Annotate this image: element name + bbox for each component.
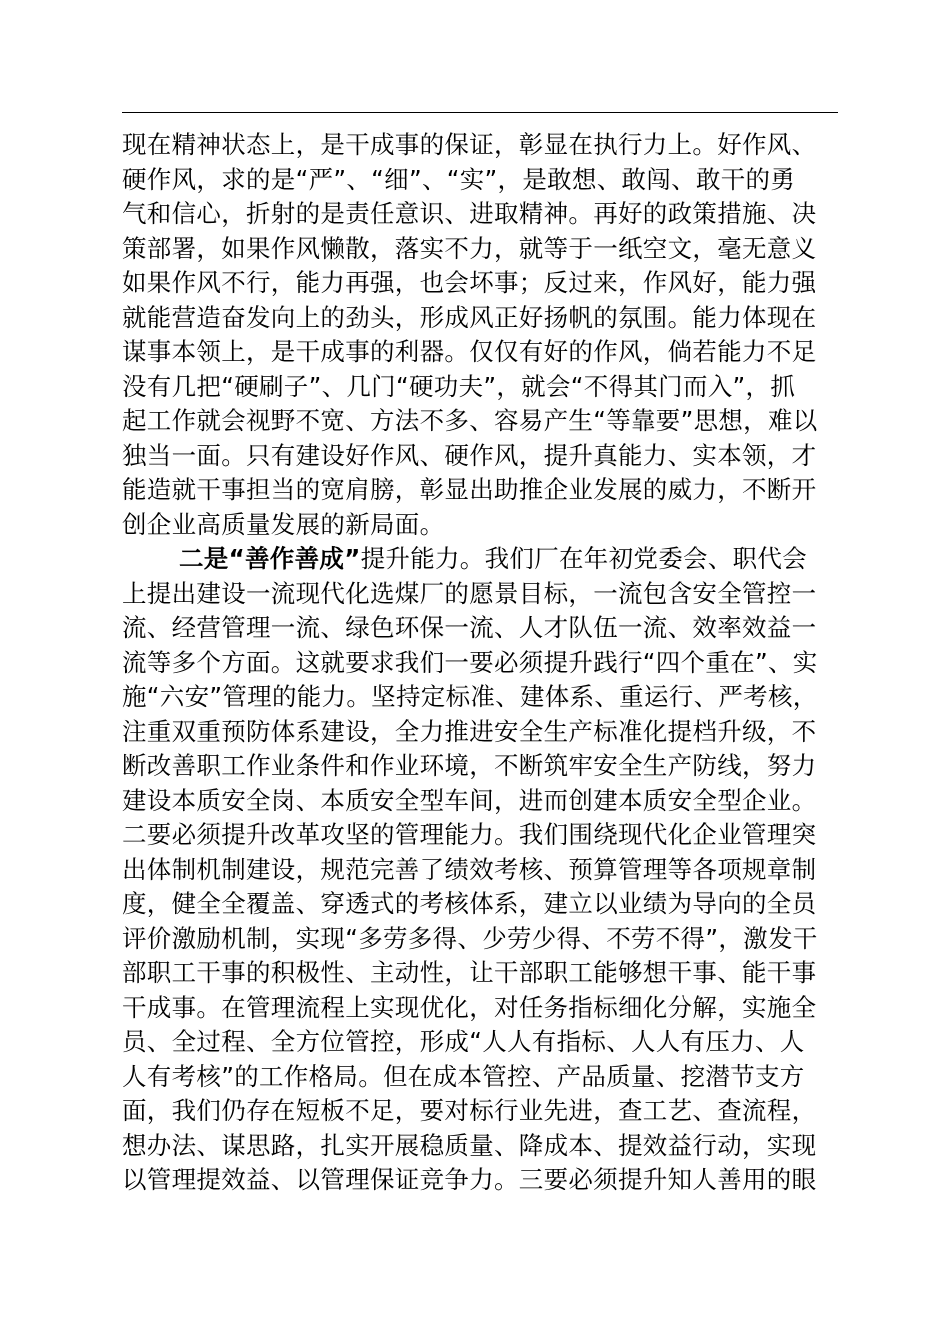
text-line: 策部署，如果作风懒散，落实不力，就等于一纸空文，毫无意义 (122, 233, 817, 263)
text-line: 建设本质安全岗、本质安全型车间，进而创建本质安全型企业。 (122, 785, 817, 815)
text-line: 就能营造奋发向上的劲头，形成风正好扬帆的氛围。能力体现在 (122, 302, 817, 332)
text-line: 如果作风不行，能力再强，也会坏事；反过来，作风好，能力强 (122, 268, 817, 297)
paragraph-two-first-rest: 提升能力。我们厂在年初党委会、职代会 (360, 544, 808, 573)
document-body (122, 128, 842, 1198)
text-line: 上提出建设一流现代化选煤厂的愿景目标，一流包含安全管控一 (122, 578, 817, 608)
text-line: 硬作风，求的是“严”、“细”、“实”，是敢想、敢闯、敢干的勇 (122, 164, 796, 194)
text-line: 创企业高质量发展的新局面。 (122, 509, 445, 539)
text-line: 人有考核”的工作格局。但在成本管控、产品质量、挖潜节支方 (122, 1061, 805, 1091)
text-line: 独当一面。只有建设好作风、硬作风，提升真能力、实本领，才 (122, 440, 817, 470)
text-line: 能造就干事担当的宽肩膀，彰显出助推企业发展的威力，不断开 (122, 475, 817, 504)
text-line: 员、全过程、全方位管控，形成“人人有指标、人人有压力、人 (122, 1027, 805, 1056)
text-line: 度，健全全覆盖、穿透式的考核体系，建立以业绩为导向的全员 (122, 889, 817, 918)
text-line: 气和信心，折射的是责任意识、进取精神。再好的政策措施、决 (122, 199, 817, 228)
text-line: 注重双重预防体系建设，全力推进安全生产标准化提档升级，不 (122, 716, 817, 746)
text-line: 二要必须提升改革攻坚的管理能力。我们围绕现代化企业管理突 (122, 820, 817, 849)
header-rule (122, 112, 838, 113)
text-line: 面，我们仍存在短板不足，要对标行业先进，查工艺、查流程， (122, 1096, 817, 1125)
text-line: 部职工干事的积极性、主动性，让干部职工能够想干事、能干事 (122, 958, 817, 987)
text-line: 谋事本领上，是干成事的利器。仅仅有好的作风，倘若能力不足 (122, 337, 817, 366)
text-line: 施“六安”管理的能力。坚持定标准、建体系、重运行、严考核， (122, 682, 818, 711)
text-line: 流等多个方面。这就要求我们一要必须提升践行“四个重在”、实 (122, 647, 818, 677)
text-line: 流、经营管理一流、绿色环保一流、人才队伍一流、效率效益一 (122, 613, 817, 642)
text-line: 想办法、谋思路，扎实开展稳质量、降成本、提效益行动，实现 (122, 1130, 817, 1160)
text-line: 出体制机制建设，规范完善了绩效考核、预算管理等各项规章制 (122, 854, 817, 884)
text-line: 没有几把“硬刷子”、几门“硬功夫”，就会“不得其门而入”，抓 (122, 371, 796, 401)
text-line: 以管理提效益、以管理保证竞争力。三要必须提升知人善用的眼 (122, 1165, 817, 1194)
text-line: 断改善职工作业条件和作业环境，不断筑牢安全生产防线，努力 (122, 751, 817, 780)
text-line: 干成事。在管理流程上实现优化，对任务指标细化分解，实施全 (122, 992, 817, 1022)
paragraph-two-first-line (122, 542, 842, 577)
paragraph-two-heading: 二是“善作善成” (179, 544, 361, 573)
text-line: 起工作就会视野不宽、方法不多、容易产生“等靠要”思想，难以 (122, 406, 818, 435)
text-line: 现在精神状态上，是干成事的保证，彰显在执行力上。好作风、 (122, 130, 817, 159)
text-line: 评价激励机制，实现“多劳多得、少劳少得、不劳不得”，激发干 (122, 923, 818, 953)
